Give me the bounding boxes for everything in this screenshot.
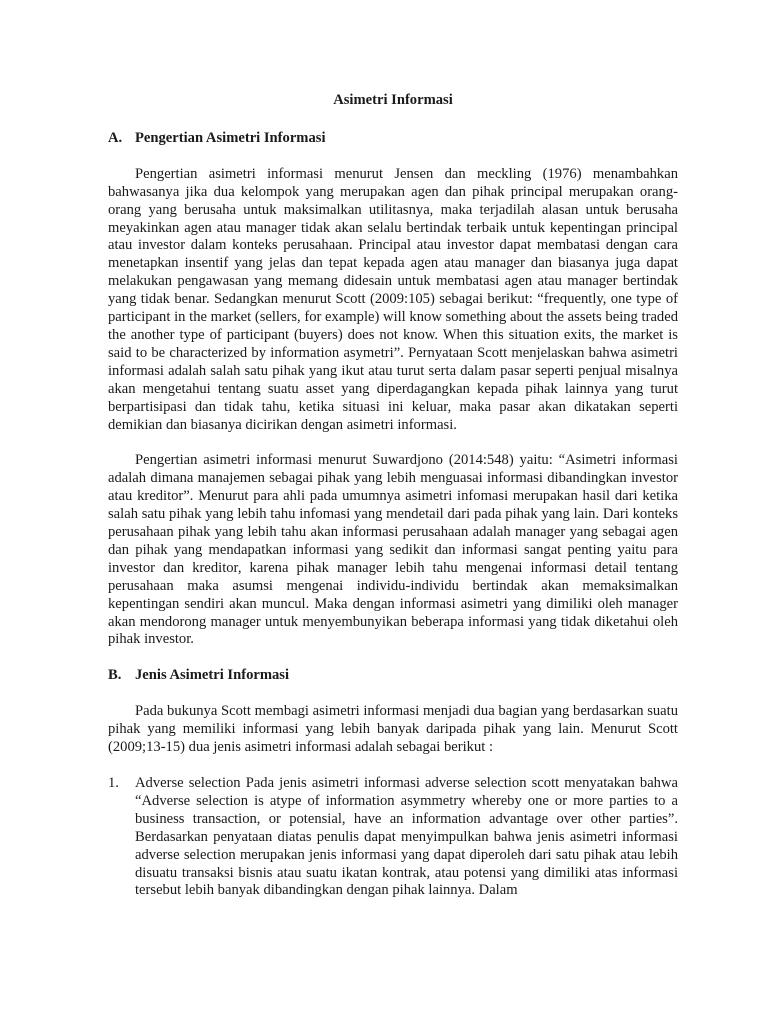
list-item-number: 1. (108, 775, 119, 791)
list-item-text: Adverse selection Pada jenis asimetri informasi adverse selection scott menyatakan bahwa “Adverse selection is atype of information asymmetry whereby one or more parties to a business transaction, or potensial, have an information advantage over other parties”. Berdasarkan penyataan diatas penulis dapat menyimpulkan bahwa jenis asimetri informasi adverse selection merupakan jenis informasi yang dapat diperoleh dari satu pihak atau lebih disuatu transaksi bisnis atau suatu ikatan kontrak, atau potensi yang dimiliki atas informasi tersebut lebih banyak dibandingkan dengan pihak lainnya. Dalam (135, 775, 678, 899)
section-b-title: Jenis Asimetri Informasi (135, 667, 290, 684)
section-a-paragraph-1: Pengertian asimetri informasi menurut Jensen dan meckling (1976) menambahkan bahwasanya jika dua kelompok yang merupakan agen dan pihak principal merupakan orang-orang yang berusaha untuk maksimalkan utilitasnya, maka terjadilah alasan untuk berusaha meyakinkan agen atau manager tidak akan selalu bertindak terbaik untuk kepentingan principal atau investor dalam konteks perusahaan. Principal atau investor dapat membatasi dengan cara menetapkan insentif yang jelas dan tepat kepada agen atau manager dan biasanya juga dapat melakukan pengawasan yang memang didesain untuk membatasi agen atau manager bertindak yang tidak benar. Sedangkan menurut Scott (2009:105) sebagai berikut: “frequently, one type of participant in the market (sellers, for example) will know something about the assets being traded the another type of participant (buyers) does not know. When this situation exits, the market is said to be characterized by information asymetri”. Pernyataan Scott menjelaskan bahwa asimetri informasi adalah salah satu pihak yang ikut atau turut serta dalam pasar seperti penjual misalnya akan mengetahui tentang suatu asset yang diperdagangkan kepada pihak lainnya yang turut berpartisipasi dan tidak tahu, ketika situasi ini keluar, maka pasar akan dikatakan seperti demikian dan biasanya dicirikan dengan asimetri informasi. (108, 165, 678, 433)
list-item (108, 775, 678, 900)
section-a-number: A. (108, 129, 123, 146)
section-b-heading (108, 667, 678, 685)
section-a-heading (108, 130, 678, 148)
document-page (108, 92, 678, 900)
section-a-title: Pengertian Asimetri Informasi (135, 129, 326, 146)
document-title: Asimetri Informasi (333, 92, 453, 108)
section-b-number: B. (108, 667, 122, 684)
section-b-paragraph-1: Pada bukunya Scott membagi asimetri informasi menjadi dua bagian yang berdasarkan suatu pihak yang memiliki informasi yang lebih banyak daripada pihak yang lain. Menurut Scott (2009;13-15) dua jenis asimetri informasi adalah sebagai berikut : (108, 703, 678, 756)
section-a-paragraph-2: Pengertian asimetri informasi menurut Suwardjono (2014:548) yaitu: “Asimetri informasi adalah dimana manajemen sebagai pihak yang lebih menguasai informasi dibandingkan investor atau kreditor”. Menurut para ahli pada umumnya asimetri infomasi merupakan hasil dari ketika salah satu pihak yang lebih tahu infomasi yang mendetail dari pada pihak yang lain. Dari konteks perusahaan pihak yang lebih tahu akan informasi perusahaan adalah manager yang sebagai agen dan pihak yang mendapatkan informasi yang sedikit dan informasi sangat penting yaitu para investor dan kreditor, karena pihak manager lebih tahu mengenai informasi detail tentang perusahaan maka asumsi mengenai individu-individu bertindak akan memaksimalkan kepentingan sendiri akan muncul. Maka dengan informasi asimetri yang dimiliki oleh manager akan mendorong manager untuk menyembunyikan beberapa informasi yang tidak diketahui oleh pihak investor. (108, 452, 678, 648)
